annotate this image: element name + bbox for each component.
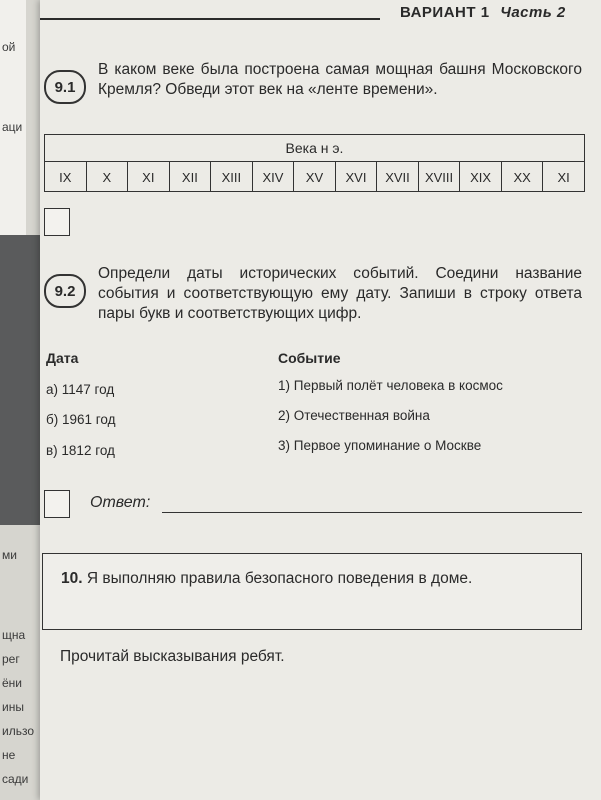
century-cell[interactable]: XIII [211, 162, 253, 192]
century-cell[interactable]: XI [557, 169, 570, 185]
left-fragment: ой [2, 40, 16, 54]
left-fragment: ми [2, 548, 17, 562]
century-cell[interactable]: XVIII [419, 162, 461, 192]
date-item: б) 1961 год [46, 412, 116, 427]
question-10-box [42, 553, 582, 630]
events-header: Событие [278, 350, 341, 366]
left-fragment: аци [2, 120, 23, 134]
date-item: а) 1147 год [46, 382, 115, 397]
date-item: в) 1812 год [46, 443, 115, 458]
century-cell[interactable]: XVII [377, 162, 419, 192]
question-10-statement: Я выполняю правила безопасного поведения в доме. [86, 570, 473, 587]
century-cell[interactable]: XV [294, 162, 336, 192]
timeline-title: Века н э. [45, 135, 584, 162]
century-timeline [44, 134, 585, 192]
left-fragment: щна [2, 628, 26, 642]
century-cell[interactable]: X [87, 162, 129, 192]
part-label: Часть 2 [500, 4, 566, 21]
left-fragment: ильзо [2, 724, 34, 738]
century-cell[interactable]: XIV [253, 162, 295, 192]
header-rule [40, 18, 380, 20]
dates-header: Дата [46, 350, 79, 366]
century-cell[interactable]: XX [502, 162, 544, 192]
question-10-text [61, 568, 531, 590]
adjacent-page-light [0, 0, 26, 235]
century-cell[interactable]: XIX [460, 162, 502, 192]
event-item: 2) Отечественная война [278, 408, 430, 423]
answer-input-line[interactable] [162, 512, 582, 513]
century-cell[interactable]: IX [45, 162, 87, 192]
century-cell[interactable]: XI [128, 162, 170, 192]
page-header [400, 4, 566, 21]
adjacent-page-shadow [0, 235, 40, 525]
left-fragment: ёни [2, 676, 23, 690]
event-item: 1) Первый полёт человека в космос [278, 378, 503, 393]
left-fragment: не [2, 748, 16, 762]
event-item: 3) Первое упоминание о Москве [278, 438, 482, 453]
variant-label: ВАРИАНТ 1 [400, 4, 490, 21]
timeline-cells [45, 162, 584, 192]
score-box-9-2[interactable] [44, 490, 70, 518]
question-number-10: 10. [61, 570, 83, 587]
question-number-9-1: 9.1 [44, 70, 86, 104]
question-number-9-2: 9.2 [44, 274, 86, 308]
left-fragment: рег [2, 652, 20, 666]
century-cell[interactable]: XII [170, 162, 212, 192]
left-fragment: сади [2, 772, 29, 786]
read-statements-instruction: Прочитай высказывания ребят. [60, 648, 285, 665]
workbook-page [40, 0, 601, 800]
question-9-2-text: Определи даты исторических событий. Соедини название события и соответствующую ему дату. Запиши в строку ответа пары букв и соответствующих цифр. [98, 265, 582, 322]
score-box-9-1[interactable] [44, 208, 70, 236]
question-9-1-text: В каком веке была построена самая мощная башня Московского Кремля? Обведи этот век на «ленте времени». [98, 61, 582, 98]
century-cell[interactable]: XVI [336, 162, 378, 192]
answer-label: Ответ: [90, 494, 151, 511]
adjacent-page-strip [0, 0, 40, 800]
left-fragment: ины [2, 700, 24, 714]
